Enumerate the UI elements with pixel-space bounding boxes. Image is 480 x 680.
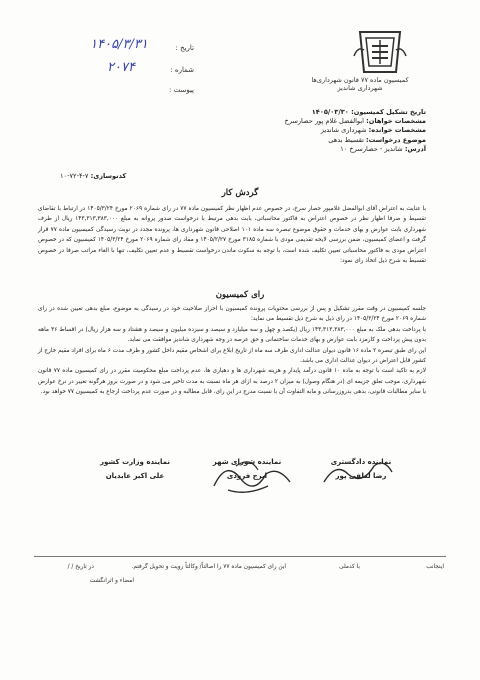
signature-block-interior [80,458,190,480]
handwritten-signature-council [206,456,296,500]
signature-title: نماینده شورای شهر [212,458,282,466]
ruling-paragraph-4: لازم به تاکید است با توجه به ماده ۱۰ قانون درآمد پایدار و هزینه شهرداری ها و دهیاری ها، عدم پرداخت مبلغ محکومیت مقرر در رای کمیسیون ماده ۷۷ قانون شهرداری، موجب تعلق جریمه ای (در هنگام وصول) به میزان ۲ درصد به ازای هر ماه نسبت به مدت تاخیر می شود و در صورت بروز هرگونه تغییر در نرخ عوارض یا سایر مطالبات قانونی، بدهی بدروزرسانی و مابه التفاوت آن با نسبت مدرج در این رای، قابل مطالبه و در صورت عدم پرداخت ارجاع به کمیسیون ۷۷ خواهد بود. [38,368,427,396]
report-title: گردش کار [221,188,259,198]
address-value: شاندیز - حصارسرخ ۱۰ [340,144,403,153]
claimant-value: ابوالفضل غلام پور حصارسرخ [284,117,364,126]
claimant-label: مشخصات خواهان: [366,117,426,126]
ruling-paragraph-3: این رای طبق تبصره ۲ ماده ۱۶ قانون دیوان عدالت اداری ظرف سه ماه از تاریخ ابلاغ برای اشخاص مقیم داخل کشور و ظرف مدت ۶ ماه برای افراد مقیم خارج از کشور قابل اعتراض در دیوان عدالت اداری می باشد. [38,347,426,365]
signatures-section [0,458,480,518]
ruling-title: رای کمیسیون [215,290,265,300]
ruling-body [38,304,426,398]
address-row [60,145,426,154]
postal-label: کدنوسازی: [90,172,127,180]
date-value: ۱۴۰۵/۳/۳۱ [90,37,148,52]
footer-receipt-statement: این رای کمیسیون ماده ۷۷ را اصالتاً/ وکالتاً رویت و تحویل گرفتم. [131,564,286,570]
claimant-row [60,117,426,126]
signature-name: رضا لطفی پور [335,472,387,480]
number-value: ۲۰۷۴ [107,60,135,75]
ruling-paragraph-2: با پرداخت بدهی ملک به مبلغ ۱۴۳,۳۱۳,۳۸۳,۰۰۰ ریال (یکصد و چهل و سه میلیارد و سیصد و سیزده میلیون و سیصد و هشتاد و سه هزار ریال) در اقساط ۳۶ ماهه بدون پیش پرداخت و کارمزد بابت عوارض و بهای خدمات ساختمانی و حق عرصه در وجه شهرداری شاندیز موافقت می نماید. [38,326,426,344]
date-label: تاریخ : [175,44,194,52]
signature-name: ایرج فرودی [226,472,268,480]
signature-title: نماینده وزارت کشور [100,458,170,466]
subject-label: موضوع درخواست: [366,135,426,144]
organization-name [300,76,420,92]
number-label: شماره : [170,66,194,74]
footer-signature-label: امضاء و اثرانگشت [89,578,134,584]
organization-line-1: کمیسیون ماده ۷۷ قانون شهرداری‌ها [311,76,409,84]
ruling-paragraph-1: جلسه کمیسیون در وقت مقرر تشکیل و پس از بررسی محتویات پرونده کمیسیون با احراز صلاحیت خود در رسیدگی به موضوع، مبلغ بدهی تعیین شده در رای شماره ۲۰۶۹ مورخ ۱۴۰۵/۳/۲۴ در رای ذیل به شرح ذیل تقسیط می نماید: [38,306,426,323]
attachment-label: پیوست : [169,86,194,94]
defendant-row [60,126,426,135]
handwritten-signature-judiciary [318,454,398,494]
defendant-label: مشخصات خوانده: [368,126,426,135]
postal-value: ۷-۴-۷۲-۱۰ [60,172,89,180]
footer-divider [34,556,446,557]
organization-line-2: شهرداری شاندیز [337,84,383,92]
signature-title: نماینده دادگستری [330,458,392,466]
subject-value: تقسیط بدهی [328,135,364,144]
footer-national-id-label: با کدملی [339,564,360,570]
postal-row [60,172,126,181]
signature-name: علی اکبر عابدیان [105,472,165,480]
defendant-value: شهرداری شاندیز [320,126,367,135]
session-date: تاریخ تشکیل کمیسیون: ۱۴۰۵/۰۳/۳۰ [311,108,426,116]
municipality-logo-icon [352,26,408,78]
case-info [60,108,426,180]
subject-row [60,136,426,145]
address-label: آدرس: [404,144,426,153]
footer-recipient-label: اینجانب [426,564,444,570]
report-text: با عنایت به اعتراض آقای ابوالفضل غلامپور حصار سرخ، در خصوص عدم اظهار نظر کمیسیون ماده ۷۷ در رای شماره ۲۰۶۹ مورخ ۱۴۰۵/۳/۲۴ در ارتباط با تقاضای تقسیط و صرفا اظهار نظر در خصوص اعتراض به فاکتور محاسباتی، بابت بدهی مرتبط با درخواست صدور پروانه به مبلغ ۱۴۳,۳۱۳,۳۸۳,۰۰۰ ریال از طرف شهرداری بابت عوارض و بهای خدمات و حقوق موضوع تبصره سه ماده ۱۰۱ اصلاحی قانون شهرداری ها، پرونده مجدد در نوبت رسیدگی کمیسیون ماده ۷۷ قرار گرفت و اعضای کمیسیون، ضمن بررسی لایحه تقدیمی مودی با شماره ۳۱۸۵ مورخ ۱۴۰۵/۲/۲۷ و مفاد رای شماره ۲۰۶۹ مورخ ۱۴۰۵/۳/۲۴ کمیسیون که در خصوص اعتراض مودی به فاکتور محاسباتی تعیین تکلیف شده است، با توجه به سکوت ماندن درخواست تقسیط و عدم تعیین تکلیف، تنها با الغاء مراتب صرفا در خصوص تقسیط به شرح ذیل اتخاذ رای نمود: [38,206,427,265]
footer-date-field: در تاریخ / / [67,564,94,570]
